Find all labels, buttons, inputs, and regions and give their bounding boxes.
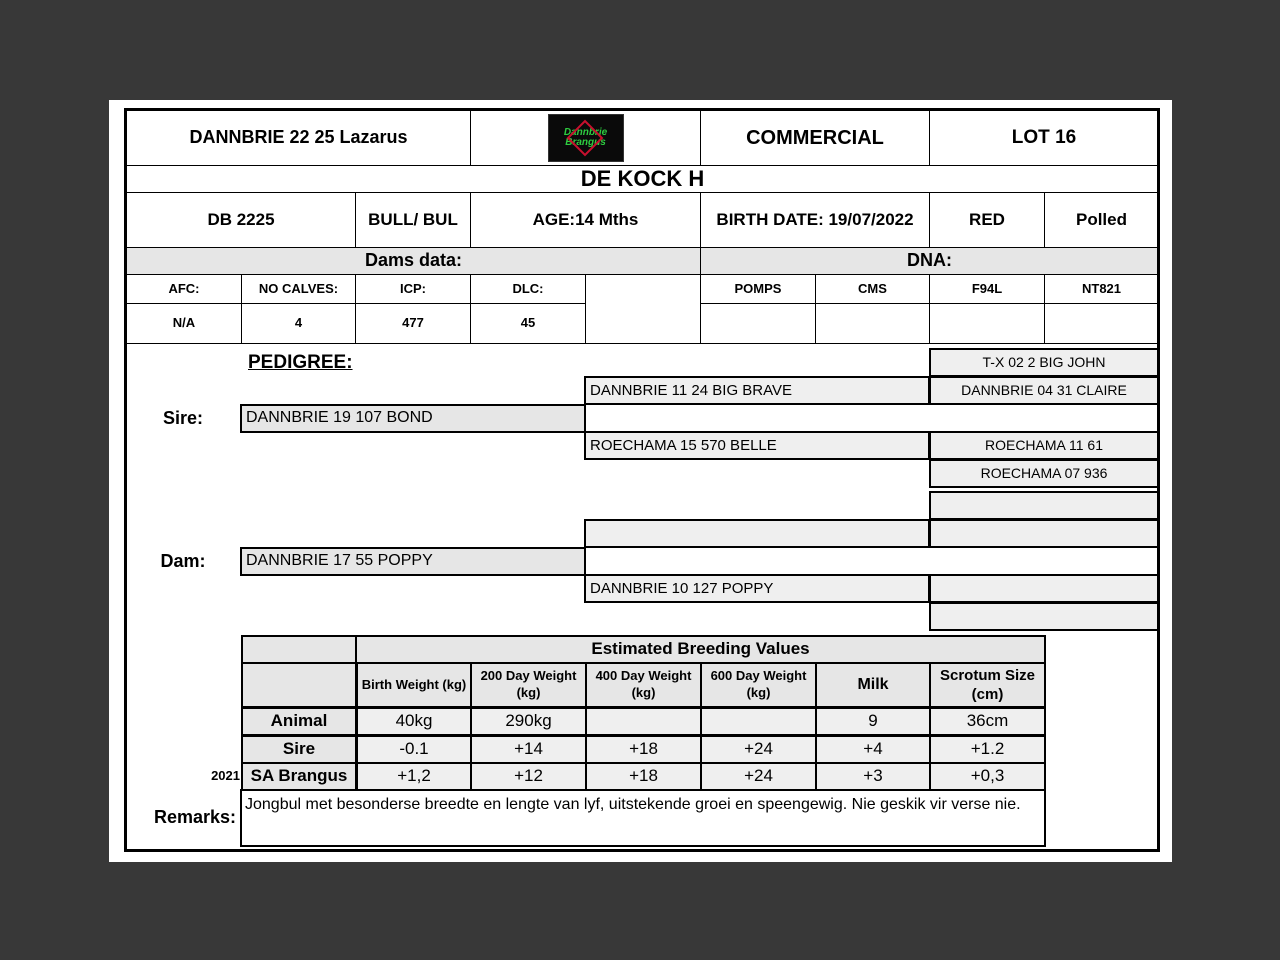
ebv-cell-2-3: +24	[700, 762, 817, 791]
lot-number: LOT 16	[929, 110, 1159, 166]
logo-text-bottom: Brangus	[565, 137, 606, 148]
animal-colour: RED	[929, 192, 1045, 248]
ebv-cell-0-4: 9	[815, 707, 931, 736]
ebv-row-label-0: Animal	[241, 707, 357, 736]
ebv-cell-1-5: +1.2	[929, 735, 1046, 764]
ebv-header-col-2: 400 Day Weight (kg)	[585, 662, 702, 708]
dna-title: DNA:	[700, 247, 1159, 275]
dams-header-dlc: DLC:	[470, 274, 586, 304]
ebv-row-label-2: SA Brangus	[241, 762, 357, 791]
pedigree-sss: T-X 02 2 BIG JOHN	[929, 348, 1159, 377]
ebv-cell-1-2: +18	[585, 735, 702, 764]
remarks-label: Remarks:	[153, 807, 237, 828]
ebv-row-year-2: 2021	[211, 768, 240, 784]
card-border	[124, 108, 1160, 852]
pedigree-ssd: DANNBRIE 04 31 CLAIRE	[929, 376, 1159, 405]
dna-header-pomps: POMPS	[700, 274, 816, 304]
ebv-cell-2-2: +18	[585, 762, 702, 791]
dams-value-no-calves: 4	[241, 303, 356, 344]
ebv-cell-0-1: 290kg	[470, 707, 587, 736]
dams-header-afc: AFC:	[126, 274, 242, 304]
category: COMMERCIAL	[700, 110, 930, 166]
animal-id: DB 2225	[126, 192, 356, 248]
pedigree-sds: ROECHAMA 11 61	[929, 431, 1159, 460]
sire-label: Sire:	[162, 408, 204, 429]
animal-sex: BULL/ BUL	[355, 192, 471, 248]
ebv-cell-2-4: +3	[815, 762, 931, 791]
ebv-header-col-4: Milk	[815, 662, 931, 708]
dams-value-dlc: 45	[470, 303, 586, 344]
remarks-text: Jongbul met besonderse breedte en lengte van lyf, uitstekende groei en speengewig. Nie geskik vir verse nie.	[240, 789, 1046, 847]
ebv-header-col-0: Birth Weight (kg)	[356, 662, 472, 708]
pedigree-dam: DANNBRIE 17 55 POPPY	[240, 547, 586, 576]
animal-age: AGE:14 Mths	[470, 192, 701, 248]
dams-value-afc: N/A	[126, 303, 242, 344]
ebv-cell-1-0: -0.1	[356, 735, 472, 764]
owner-name: DE KOCK H	[126, 165, 1159, 193]
animal-name: DANNBRIE 22 25 Lazarus	[126, 110, 471, 166]
dna-header-cms: CMS	[815, 274, 930, 304]
ebv-cell-0-5: 36cm	[929, 707, 1046, 736]
dams-header-no-calves: NO CALVES:	[241, 274, 356, 304]
ebv-cell-1-4: +4	[815, 735, 931, 764]
ebv-cell-2-0: +1,2	[356, 762, 472, 791]
ebv-title: Estimated Breeding Values	[355, 635, 1046, 664]
pedigree-sdd: ROECHAMA 07 936	[929, 459, 1159, 488]
ebv-header-col-1: 200 Day Weight (kg)	[470, 662, 587, 708]
ebv-cell-1-3: +24	[700, 735, 817, 764]
birth-date: BIRTH DATE: 19/07/2022	[700, 192, 930, 248]
pedigree-sire: DANNBRIE 19 107 BOND	[240, 404, 586, 433]
dna-header-nt821: NT821	[1044, 274, 1159, 304]
dna-header-f94l: F94L	[929, 274, 1045, 304]
dams-data-title: Dams data:	[126, 247, 701, 275]
ebv-cell-0-0: 40kg	[356, 707, 472, 736]
dam-label: Dam:	[160, 551, 206, 572]
ebv-row-label-1: Sire	[241, 735, 357, 764]
pedigree-sire-sire: DANNBRIE 11 24 BIG BRAVE	[584, 376, 930, 405]
dams-header-icp: ICP:	[355, 274, 471, 304]
ebv-header-col-5: Scrotum Size (cm)	[929, 662, 1046, 708]
ebv-header-col-3: 600 Day Weight (kg)	[700, 662, 817, 708]
dams-value-icp: 477	[355, 303, 471, 344]
ebv-cell-2-1: +12	[470, 762, 587, 791]
pedigree-dam-dam: DANNBRIE 10 127 POPPY	[584, 574, 930, 603]
pedigree-title: PEDIGREE:	[248, 351, 353, 373]
logo-text-top: Dannbrie	[563, 126, 608, 138]
ebv-cell-1-1: +14	[470, 735, 587, 764]
horn-status: Polled	[1044, 192, 1159, 248]
pedigree-sire-dam: ROECHAMA 15 570 BELLE	[584, 431, 930, 460]
ebv-cell-2-5: +0,3	[929, 762, 1046, 791]
